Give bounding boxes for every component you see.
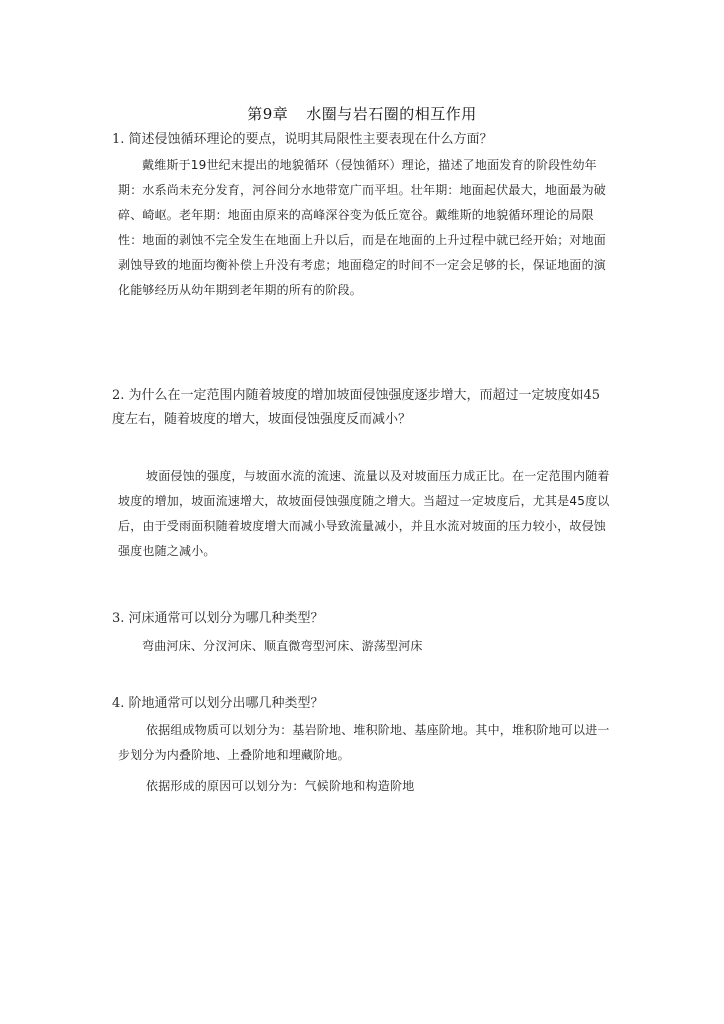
chapter-title bbox=[0, 103, 724, 124]
answer-1: 戴维斯于19世纪末提出的地貌循环（侵蚀循环）理论，描述了地面发育的阶段性幼年期：水系尚未充分发育，河谷间分水地带宽广而平坦。壮年期：地面起伏最大，地面最为破碎、崎岖。老年期：地面由原来的高峰深谷变为低丘宽谷。戴维斯的地貌循环理论的局限性：地面的剥蚀不完全发生在地面上升以后，而是在地面的上升过程中就已经开始；对地面剥蚀导致的地面均衡补偿上升没有考虑；地面稳定的时间不一定会足够的长，保证地面的演化能够经历从幼年期到老年期的所有的阶段。 bbox=[118, 158, 607, 297]
chapter-number: 第9章 bbox=[247, 105, 289, 123]
answer-3: 弯曲河床、分汊河床、顺直微弯型河床、游荡型河床 bbox=[142, 639, 423, 653]
answer-2: 坡面侵蚀的强度，与坡面水流的流速、流量以及对坡面压力成正比。在一定范围内随着坡度的增加，坡面流速增大，故坡面侵蚀强度随之增大。当超过一定坡度后，尤其是45度以后，由于受雨面积随着坡度增大而减小导致流量减小，并且水流对坡面的压力较小，故侵蚀强度也随之减小。 bbox=[118, 469, 610, 558]
question-3: 3. 河床通常可以划分为哪几种类型？ bbox=[112, 611, 324, 626]
question-1: 1. 简述侵蚀循环理论的要点，说明其局限性主要表现在什么方面？ bbox=[112, 132, 493, 147]
question-4: 4. 阶地通常可以划分出哪几种类型？ bbox=[112, 696, 324, 711]
answer-4-part-1: 依据组成物质可以划分为：基岩阶地、堆积阶地、基座阶地。其中，堆积阶地可以进一步划分为内叠阶地、上叠阶地和埋藏阶地。 bbox=[118, 723, 610, 762]
answer-4-part-2: 依据形成的原因可以划分为：气候阶地和构造阶地 bbox=[146, 779, 415, 793]
chapter-name: 水圈与岩石圈的相互作用 bbox=[306, 105, 477, 123]
question-2: 2. 为什么在一定范围内随着坡度的增加坡面侵蚀强度逐步增大，而超过一定坡度如45度左右，随着坡度的增大，坡面侵蚀强度反而减小？ bbox=[112, 388, 601, 427]
